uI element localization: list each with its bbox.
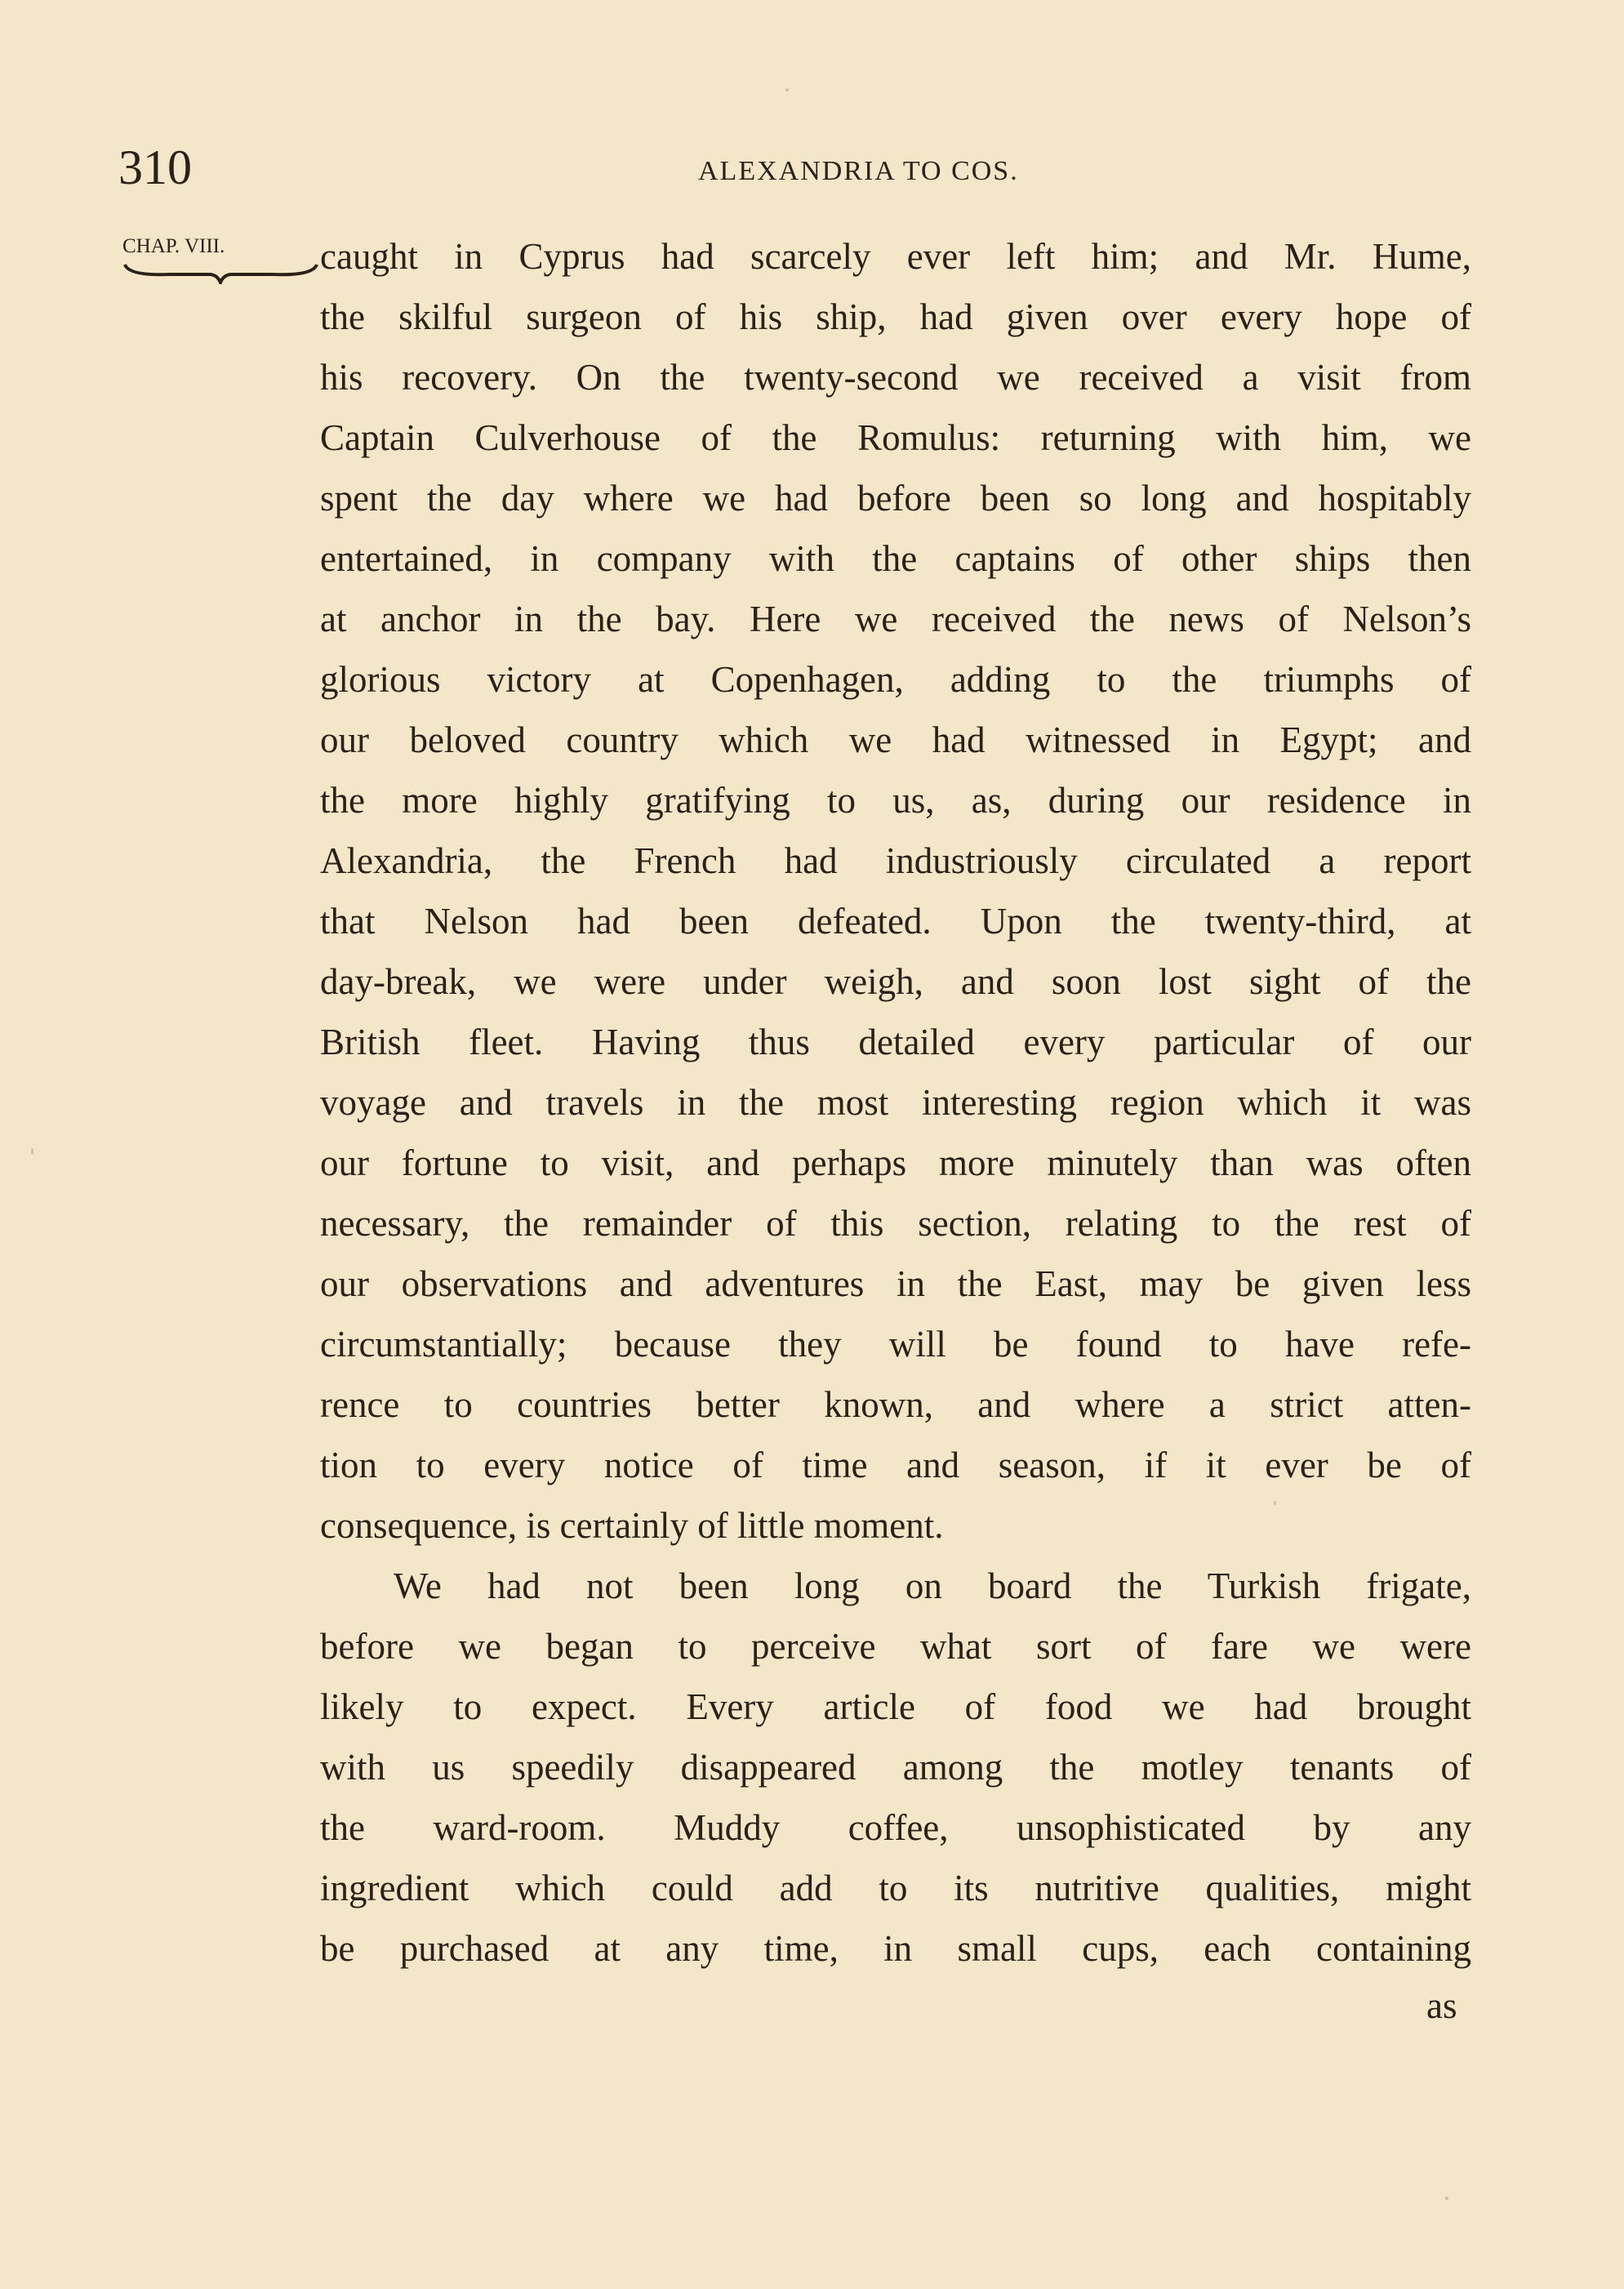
chapter-margin-note: CHAP. VIII. [122, 235, 225, 257]
text-line-29: be purchased at any time, in small cups, each containing [320, 1928, 1471, 1969]
text-line-11: Alexandria, the French had industriously circulated a report [320, 840, 1471, 881]
paper-speck [1445, 2197, 1448, 2200]
text-line-22: consequence, is certainly of little moment. [320, 1505, 944, 1546]
text-line-21: tion to every notice of time and season, if it ever be of [320, 1445, 1471, 1485]
text-line-13: day-break, we were under weigh, and soon lost sight of the [320, 961, 1471, 1002]
paper-speck [1274, 1501, 1276, 1505]
text-line-5: spent the day where we had before been so long and hospitably [320, 478, 1471, 519]
text-line-6: entertained, in company with the captains of other ships then [320, 538, 1471, 579]
text-line-24: before we began to perceive what sort of fare we were [320, 1626, 1471, 1667]
text-line-18: our observations and adventures in the East, may be given less [320, 1263, 1471, 1304]
text-line-26: with us speedily disappeared among the motley tenants of [320, 1747, 1471, 1788]
running-title: ALEXANDRIA TO COS. [698, 156, 1019, 186]
text-line-12: that Nelson had been defeated. Upon the twenty-third, at [320, 901, 1471, 942]
catchword: as [1426, 1985, 1457, 2026]
text-line-15: voyage and travels in the most interesting region which it was [320, 1082, 1471, 1123]
text-line-1: caught in Cyprus had scarcely ever left him; and Mr. Hume, [320, 236, 1471, 277]
text-line-17: necessary, the remainder of this section, relating to the rest of [320, 1203, 1471, 1244]
text-line-4: Captain Culverhouse of the Romulus: returning with him, we [320, 417, 1471, 458]
text-line-2: the skilful surgeon of his ship, had given over every hope of [320, 296, 1471, 337]
text-line-20: rence to countries better known, and where a strict atten- [320, 1384, 1471, 1425]
margin-brace-icon [121, 260, 321, 284]
text-line-23: We had not been long on board the Turkish frigate, [394, 1565, 1471, 1606]
paper-speck [31, 1148, 33, 1155]
text-line-14: British fleet. Having thus detailed every particular of our [320, 1022, 1471, 1062]
text-line-28: ingredient which could add to its nutritive qualities, might [320, 1868, 1471, 1908]
text-line-8: glorious victory at Copenhagen, adding to the triumphs of [320, 659, 1471, 700]
text-line-16: our fortune to visit, and perhaps more minutely than was often [320, 1142, 1471, 1183]
text-line-25: likely to expect. Every article of food we had brought [320, 1686, 1471, 1727]
text-line-10: the more highly gratifying to us, as, during our residence in [320, 780, 1471, 821]
paper-speck [785, 88, 789, 91]
text-line-19: circumstantially; because they will be found to have refe- [320, 1324, 1471, 1365]
text-line-7: at anchor in the bay. Here we received the news of Nelson’s [320, 599, 1471, 639]
text-line-27: the ward-room. Muddy coffee, unsophisticated by any [320, 1807, 1471, 1848]
text-line-3: his recovery. On the twenty-second we received a visit from [320, 357, 1471, 398]
page-number: 310 [118, 140, 192, 194]
body-text [320, 226, 1471, 1979]
text-line-9: our beloved country which we had witnessed in Egypt; and [320, 719, 1471, 760]
